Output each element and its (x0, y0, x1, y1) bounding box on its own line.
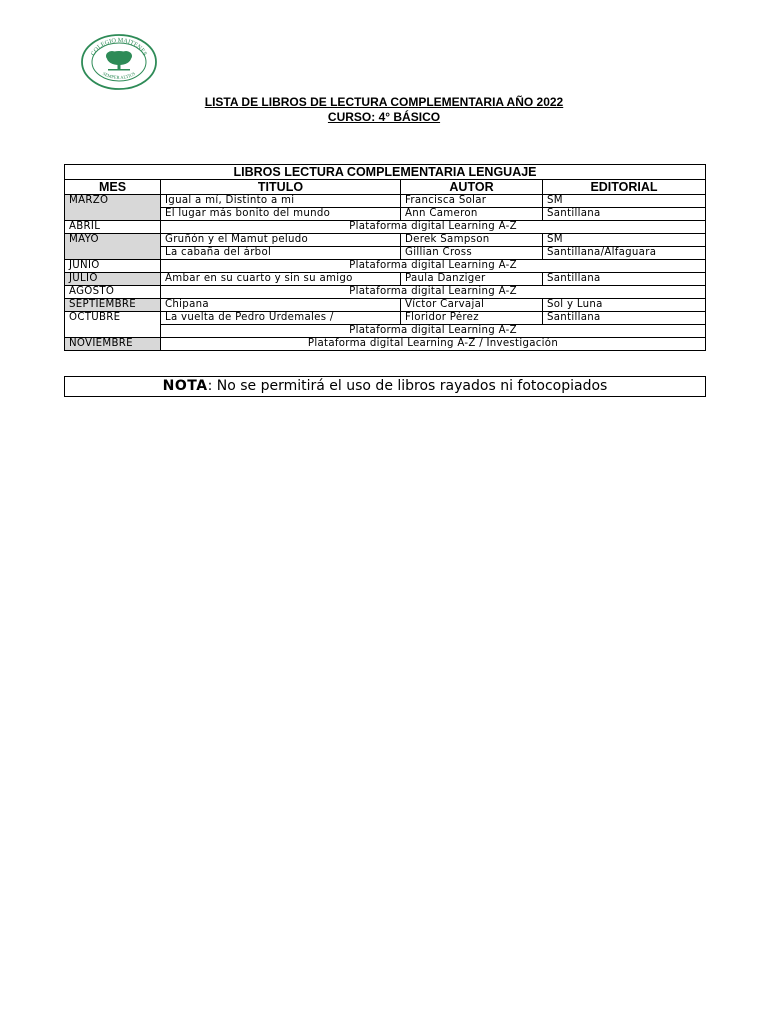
book-publisher: Santillana (543, 273, 706, 286)
month-cell: JULIO (65, 273, 161, 286)
table-row (65, 221, 706, 234)
table-row (65, 286, 706, 299)
month-cell: JUNIO (65, 260, 161, 273)
platform-cell: Plataforma digital Learning A-Z (161, 260, 706, 273)
note-label: NOTA (162, 378, 208, 394)
book-publisher: SM (543, 195, 706, 208)
header-titulo: TITULO (161, 180, 401, 195)
table-row (65, 247, 706, 260)
table-row (65, 260, 706, 273)
table-row (65, 312, 706, 325)
tree-icon (106, 51, 132, 71)
school-logo (80, 34, 158, 90)
book-title: Gruñón y el Mamut peludo (161, 234, 401, 247)
books-table (64, 164, 706, 351)
logo-top-text: COLEGIO MAITENES (89, 36, 149, 57)
month-cell: SEPTIEMBRE (65, 299, 161, 312)
book-publisher: Santillana (543, 312, 706, 325)
table-row (65, 273, 706, 286)
header-autor: AUTOR (401, 180, 543, 195)
book-title: Igual a mí, Distinto a mi (161, 195, 401, 208)
book-title: Ambar en su cuarto y sin su amigo (161, 273, 401, 286)
book-author: Gillian Cross (401, 247, 543, 260)
book-title: La cabaña del árbol (161, 247, 401, 260)
table-title: LIBROS LECTURA COMPLEMENTARIA LENGUAJE (65, 165, 706, 180)
table-row (65, 325, 706, 338)
book-publisher: Sol y Luna (543, 299, 706, 312)
header-mes: MES (65, 180, 161, 195)
book-title: El lugar más bonito del mundo (161, 208, 401, 221)
month-cell: ABRIL (65, 221, 161, 234)
logo-bottom-text: SEMPER ALTIUS (101, 70, 137, 80)
platform-cell: Plataforma digital Learning A-Z / Investigación (161, 338, 706, 351)
book-title: La vuelta de Pedro Urdemales / (161, 312, 401, 325)
table-row (65, 208, 706, 221)
month-cell: MAYO (65, 234, 161, 260)
table-row (65, 234, 706, 247)
book-title: Chipana (161, 299, 401, 312)
note-box (64, 376, 706, 397)
book-publisher: SM (543, 234, 706, 247)
table-row (65, 195, 706, 208)
table-row (65, 299, 706, 312)
table-row (65, 338, 706, 351)
book-author: Víctor Carvajal (401, 299, 543, 312)
note-text: : No se permitirá el uso de libros rayados ni fotocopiados (207, 378, 608, 394)
table-header-row (65, 180, 706, 195)
month-cell: AGOSTO (65, 286, 161, 299)
month-cell: MARZO (65, 195, 161, 221)
book-author: Francisca Solar (401, 195, 543, 208)
platform-cell: Plataforma digital Learning A-Z (161, 221, 706, 234)
platform-cell: Plataforma digital Learning A-Z (161, 286, 706, 299)
table-title-row (65, 165, 706, 180)
book-author: Derek Sampson (401, 234, 543, 247)
book-publisher: Santillana (543, 208, 706, 221)
book-author: Ann Cameron (401, 208, 543, 221)
course-title: CURSO: 4° BÁSICO (327, 110, 441, 124)
book-author: Floridor Pérez (401, 312, 543, 325)
month-cell: NOVIEMBRE (65, 338, 161, 351)
platform-cell: Plataforma digital Learning A-Z (161, 325, 706, 338)
month-cell: OCTUBRE (65, 312, 161, 338)
header-editorial: EDITORIAL (543, 180, 706, 195)
book-author: Paula Danziger (401, 273, 543, 286)
book-publisher: Santillana/Alfaguara (543, 247, 706, 260)
document-title: LISTA DE LIBROS DE LECTURA COMPLEMENTARIA AÑO 2022 (204, 95, 564, 109)
